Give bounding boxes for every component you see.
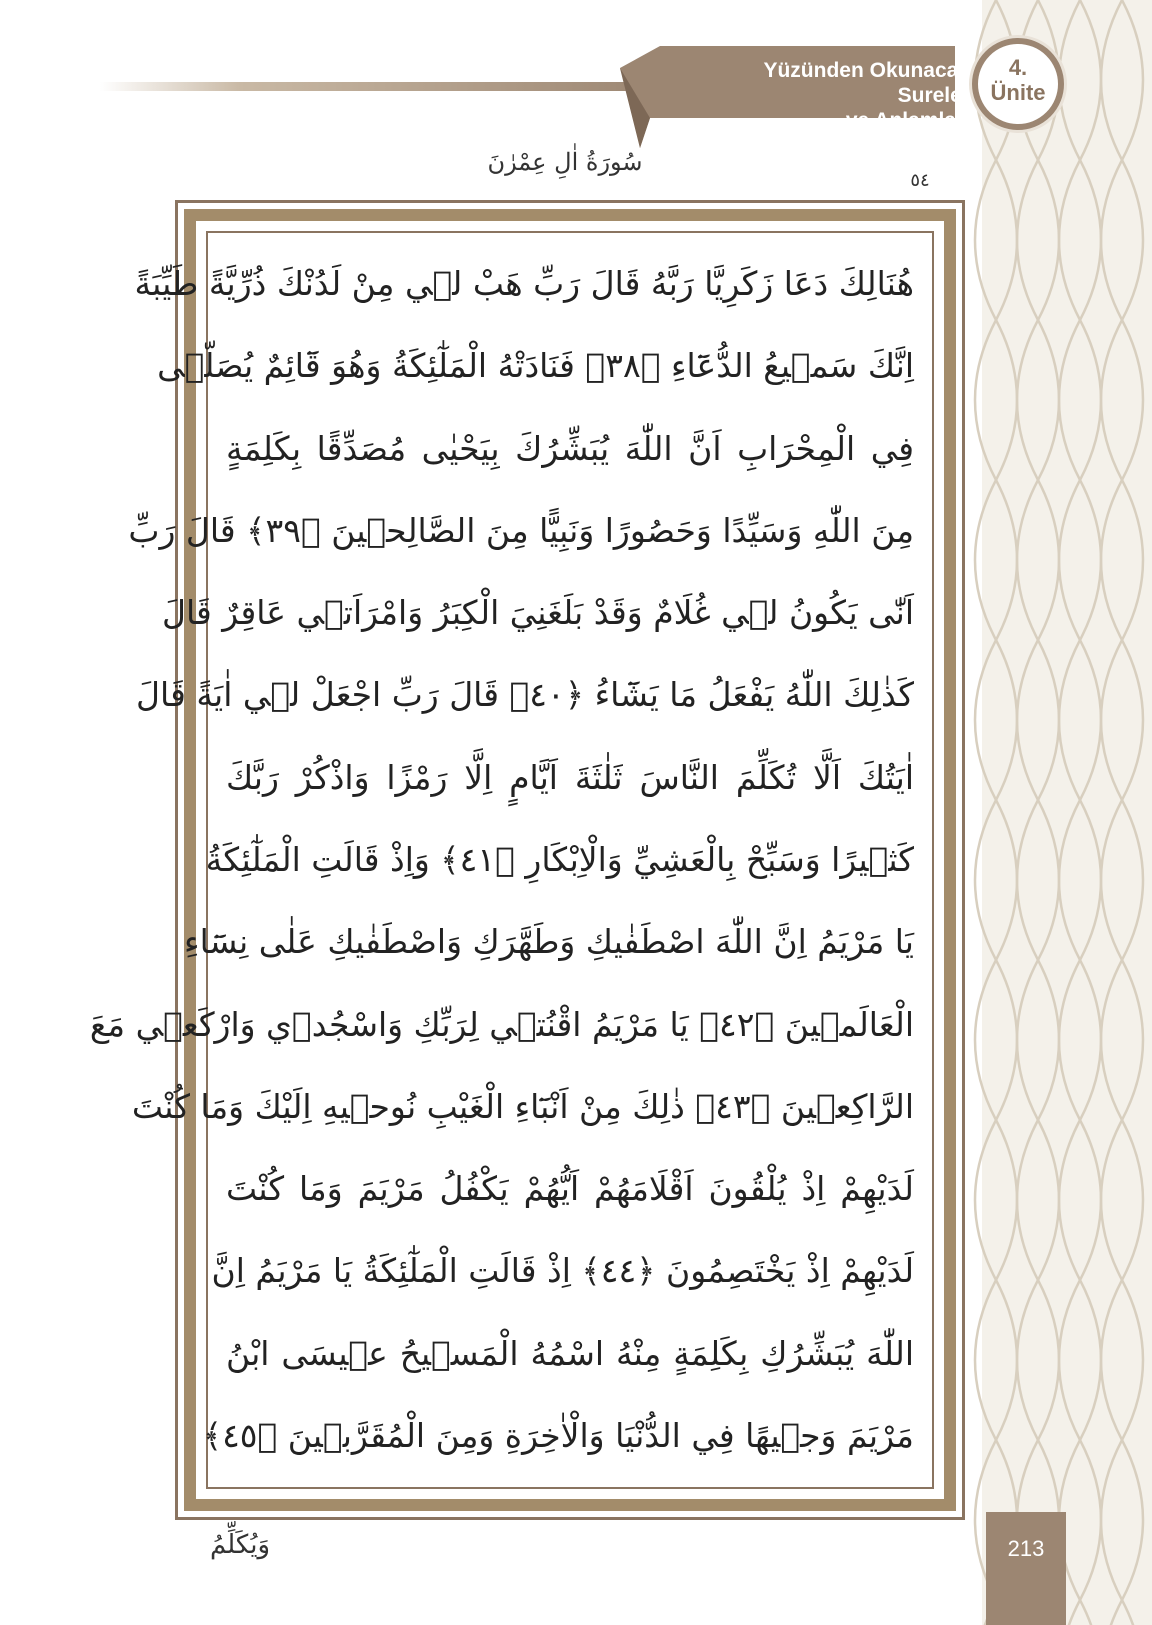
verse-line: فِي الْمِحْرَابِ اَنَّ اللّٰهَ يُبَشِّرُكَ بِيَحْيٰى مُصَدِّقًا بِكَلِمَةٍ (226, 428, 914, 468)
unit-badge (972, 38, 1064, 130)
verse-line: يَا مَرْيَمُ اِنَّ اللّٰهَ اصْطَفٰيكِ وَطَهَّرَكِ وَاصْطَفٰيكِ عَلٰى نِسَٓاءِ (184, 922, 914, 962)
decorative-lattice-border (982, 0, 1152, 1625)
verse-line: لَدَيْهِمْ اِذْ يَخْتَصِمُونَ ﴿٤٤﴾ اِذْ قَالَتِ الْمَلٰٓئِكَةُ يَا مَرْيَمُ اِنَّ (211, 1251, 914, 1291)
verse-text-area (89, 231, 934, 1489)
verse-line: مَرْيَمَ وَجٖيهًا فِي الدُّنْيَا وَالْاٰخِرَةِ وَمِنَ الْمُقَرَّبٖينَ ﴿٤٥﴾ (202, 1415, 914, 1455)
verse-line: لَدَيْهِمْ اِذْ يُلْقُونَ اَقْلَامَهُمْ اَيُّهُمْ يَكْفُلُ مَرْيَمَ وَمَا كُنْتَ (226, 1169, 914, 1209)
unit-label: Ünite (990, 80, 1046, 105)
verse-line: مِنَ اللّٰهِ وَسَيِّدًا وَحَصُورًا وَنَبِيًّا مِنَ الصَّالِحٖينَ ﴿٣٩﴾ قَالَ رَبِّ (128, 510, 914, 550)
section-title (690, 58, 970, 133)
verse-line: اٰيَتُكَ اَلَّا تُكَلِّمَ النَّاسَ ثَلٰثَةَ اَيَّامٍ اِلَّا رَمْزًا وَاذْكُرْ رَبَّكَ (226, 757, 914, 797)
unit-number: 4. (1008, 55, 1028, 80)
quran-page-frame (89, 200, 965, 1520)
verse-line: اللّٰهَ يُبَشِّرُكِ بِكَلِمَةٍ مِنْهُ اسْمُهُ الْمَسٖيحُ عٖيسَى ابْنُ (226, 1333, 914, 1373)
surah-name: سُورَةُ اٰلِ عِمْرٰنَ (487, 148, 643, 176)
section-title-line1: Yüzünden Okunacak Sureler (763, 59, 970, 107)
verse-line: الرَّاكِعٖينَ ﴿٤٣﴾ ذٰلِكَ مِنْ اَنْبَٓاءِ الْغَيْبِ نُوحٖيهِ اِلَيْكَ وَمَا كُنْتَ (131, 1086, 914, 1126)
verse-line: اَنّٰى يَكُونُ لٖي غُلَامٌ وَقَدْ بَلَغَنِيَ الْكِبَرُ وَامْرَاَتٖي عَاقِرٌ قَالَ (161, 593, 914, 633)
mushaf-page-number: ٥٤ (910, 170, 930, 191)
verse-line: كَثٖيرًا وَسَبِّحْ بِالْعَشِيِّ وَالْاِبْكَارِ ﴿٤١﴾ وَاِذْ قَالَتِ الْمَلٰٓئِكَةُ (205, 839, 914, 879)
section-title-line2: ve Anlamları (845, 109, 970, 132)
verse-lines (89, 249, 914, 1471)
page-number: 213 (986, 1512, 1066, 1625)
header-rule (100, 82, 660, 91)
verse-line: هُنَالِكَ دَعَا زَكَرِيَّا رَبَّهُ قَالَ رَبِّ هَبْ لٖي مِنْ لَدُنْكَ ذُرِّيَّةً طَيِّبَةً (134, 264, 914, 303)
verse-line: الْعَالَمٖينَ ﴿٤٢﴾ يَا مَرْيَمُ اقْنُتٖي لِرَبِّكِ وَاسْجُدٖي وَارْكَعٖي مَعَ (89, 1004, 914, 1044)
catchword: وَيُكَلِّمُ (209, 1530, 271, 1560)
verse-line: اِنَّكَ سَمٖيعُ الدُّعَٓاءِ ﴿٣٨﴾ فَنَادَتْهُ الْمَلٰٓئِكَةُ وَهُوَ قَٓائِمٌ يُصَلّٖى (157, 346, 914, 386)
verse-line: كَذٰلِكَ اللّٰهُ يَفْعَلُ مَا يَشَٓاءُ ﴿٤٠﴾ قَالَ رَبِّ اجْعَلْ لٖي اٰيَةً قَالَ (136, 675, 914, 715)
